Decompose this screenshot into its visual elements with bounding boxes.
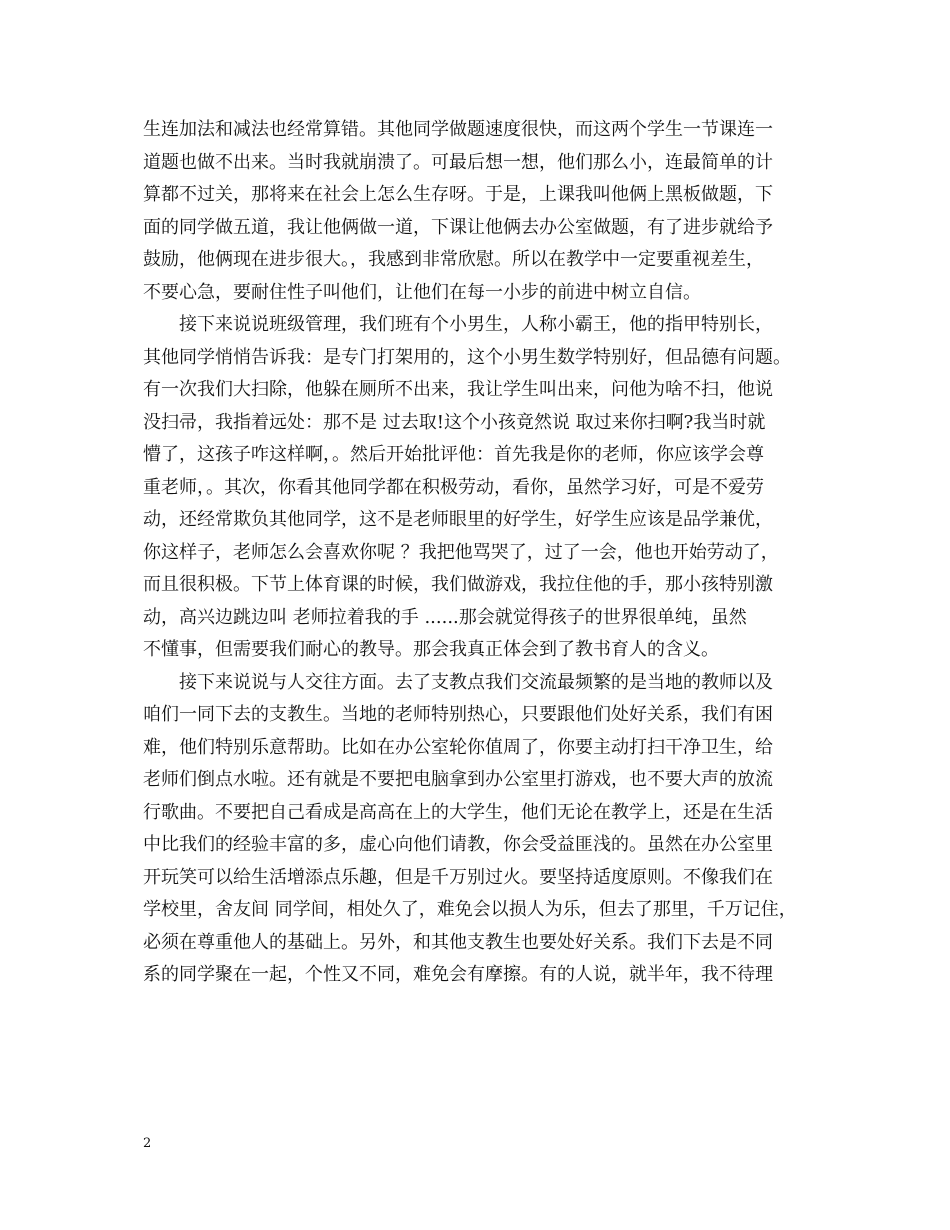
- text-line: 生连加法和减法也经常算错。其他同学做题速度很快，而这两个学生一节课连一: [143, 119, 773, 140]
- text-line: 咱们一同下去的支教生。当地的老师特别热心，只要跟他们处好关系，我们有困: [143, 704, 773, 725]
- text-line: 其他同学悄悄告诉我：是专门打架用的，这个小男生数学特别好，但品德有问题。: [143, 346, 791, 368]
- text-line: 重老师，。其次，你看其他同学都在积极劳动，看你，虽然学习好，可是不爱劳: [143, 476, 764, 498]
- text-line: 不要心急，要耐住性子叫他们，让他们在每一小步的前进中树立自信。: [143, 281, 701, 303]
- document-body: [143, 114, 823, 992]
- text-line: 懵了，这孩子咋这样啊，。然后开始批评他：首先我是你的老师，你应该学会尊: [143, 444, 764, 465]
- text-line: 行歌曲。不要把自己看成是高高在上的大学生，他们无论在教学上，还是在生活: [143, 801, 773, 823]
- text-line: 难，他们特别乐意帮助。比如在办公室轮你值周了，你要主动打扫干净卫生，给: [143, 736, 773, 758]
- text-line: 接下来说说班级管理，我们班有个小男生，人称小霸王，他的指甲特别长，: [179, 314, 773, 335]
- text-line: 鼓励，他俩现在进步很大。，我感到非常欣慰。所以在教学中一定要重视差生，: [143, 249, 764, 270]
- text-line: 而且很积极。下节上体育课的时候，我们做游戏，我拉住他的手，那小孩特别激: [143, 574, 773, 595]
- text-line: 系的同学聚在一起，个性又不同，难免会有摩擦。有的人说，就半年，我不待理: [143, 964, 773, 985]
- text-line: 开玩笑可以给生活增添点乐趣，但是千万别过火。要坚持适度原则。不像我们在: [143, 866, 773, 888]
- text-line: 面的同学做五道，我让他俩做一道，下课让他俩去办公室做题，有了进步就给予: [143, 216, 773, 238]
- text-line: 必须在尊重他人的基础上。另外，和其他支教生也要处好关系。我们下去是不同: [143, 931, 773, 953]
- text-line: 没扫帚，我指着远处：那不是 过去取!这个小孩竟然说 取过来你扫啊?我当时就: [143, 411, 766, 433]
- text-line: 中比我们的经验丰富的多，虚心向他们请教，你会受益匪浅的。虽然在办公室里: [143, 834, 773, 855]
- text-line: 道题也做不出来。当时我就崩溃了。可最后想一想，他们那么小，连最简单的计: [143, 151, 773, 173]
- page-number: 2: [143, 1136, 152, 1151]
- text-line: 你这样子，老师怎么会喜欢你呢 ？我把他骂哭了，过了一会，他也开始劳动了，: [143, 541, 779, 563]
- text-line: 学校里，舍友间 同学间，相处久了，难免会以损人为乐，但去了那里，千万记住，: [143, 899, 797, 920]
- text-line: 接下来说说与人交往方面。去了支教点我们交流最频繁的是当地的教师以及: [179, 671, 773, 693]
- text-line: 算都不过关，那将来在社会上怎么生存呀。于是，上课我叫他俩上黑板做题，下: [143, 184, 773, 205]
- text-line: 不懂事，但需要我们耐心的教导。那会我真正体会到了教书育人的含义。: [143, 639, 719, 660]
- text-line: 老师们倒点水啦。还有就是不要把电脑拿到办公室里打游戏，也不要大声的放流: [143, 769, 773, 790]
- text-line: 有一次我们大扫除，他躲在厕所不出来，我让学生叫出来，问他为啥不扫，他说: [143, 379, 773, 400]
- text-line: 动，还经常欺负其他同学，这不是老师眼里的好学生，好学生应该是品学兼优，: [143, 509, 773, 530]
- text-line: 动，高兴边跳边叫 老师拉着我的手 ......那会就觉得孩子的世界很单纯，虽然: [143, 606, 747, 628]
